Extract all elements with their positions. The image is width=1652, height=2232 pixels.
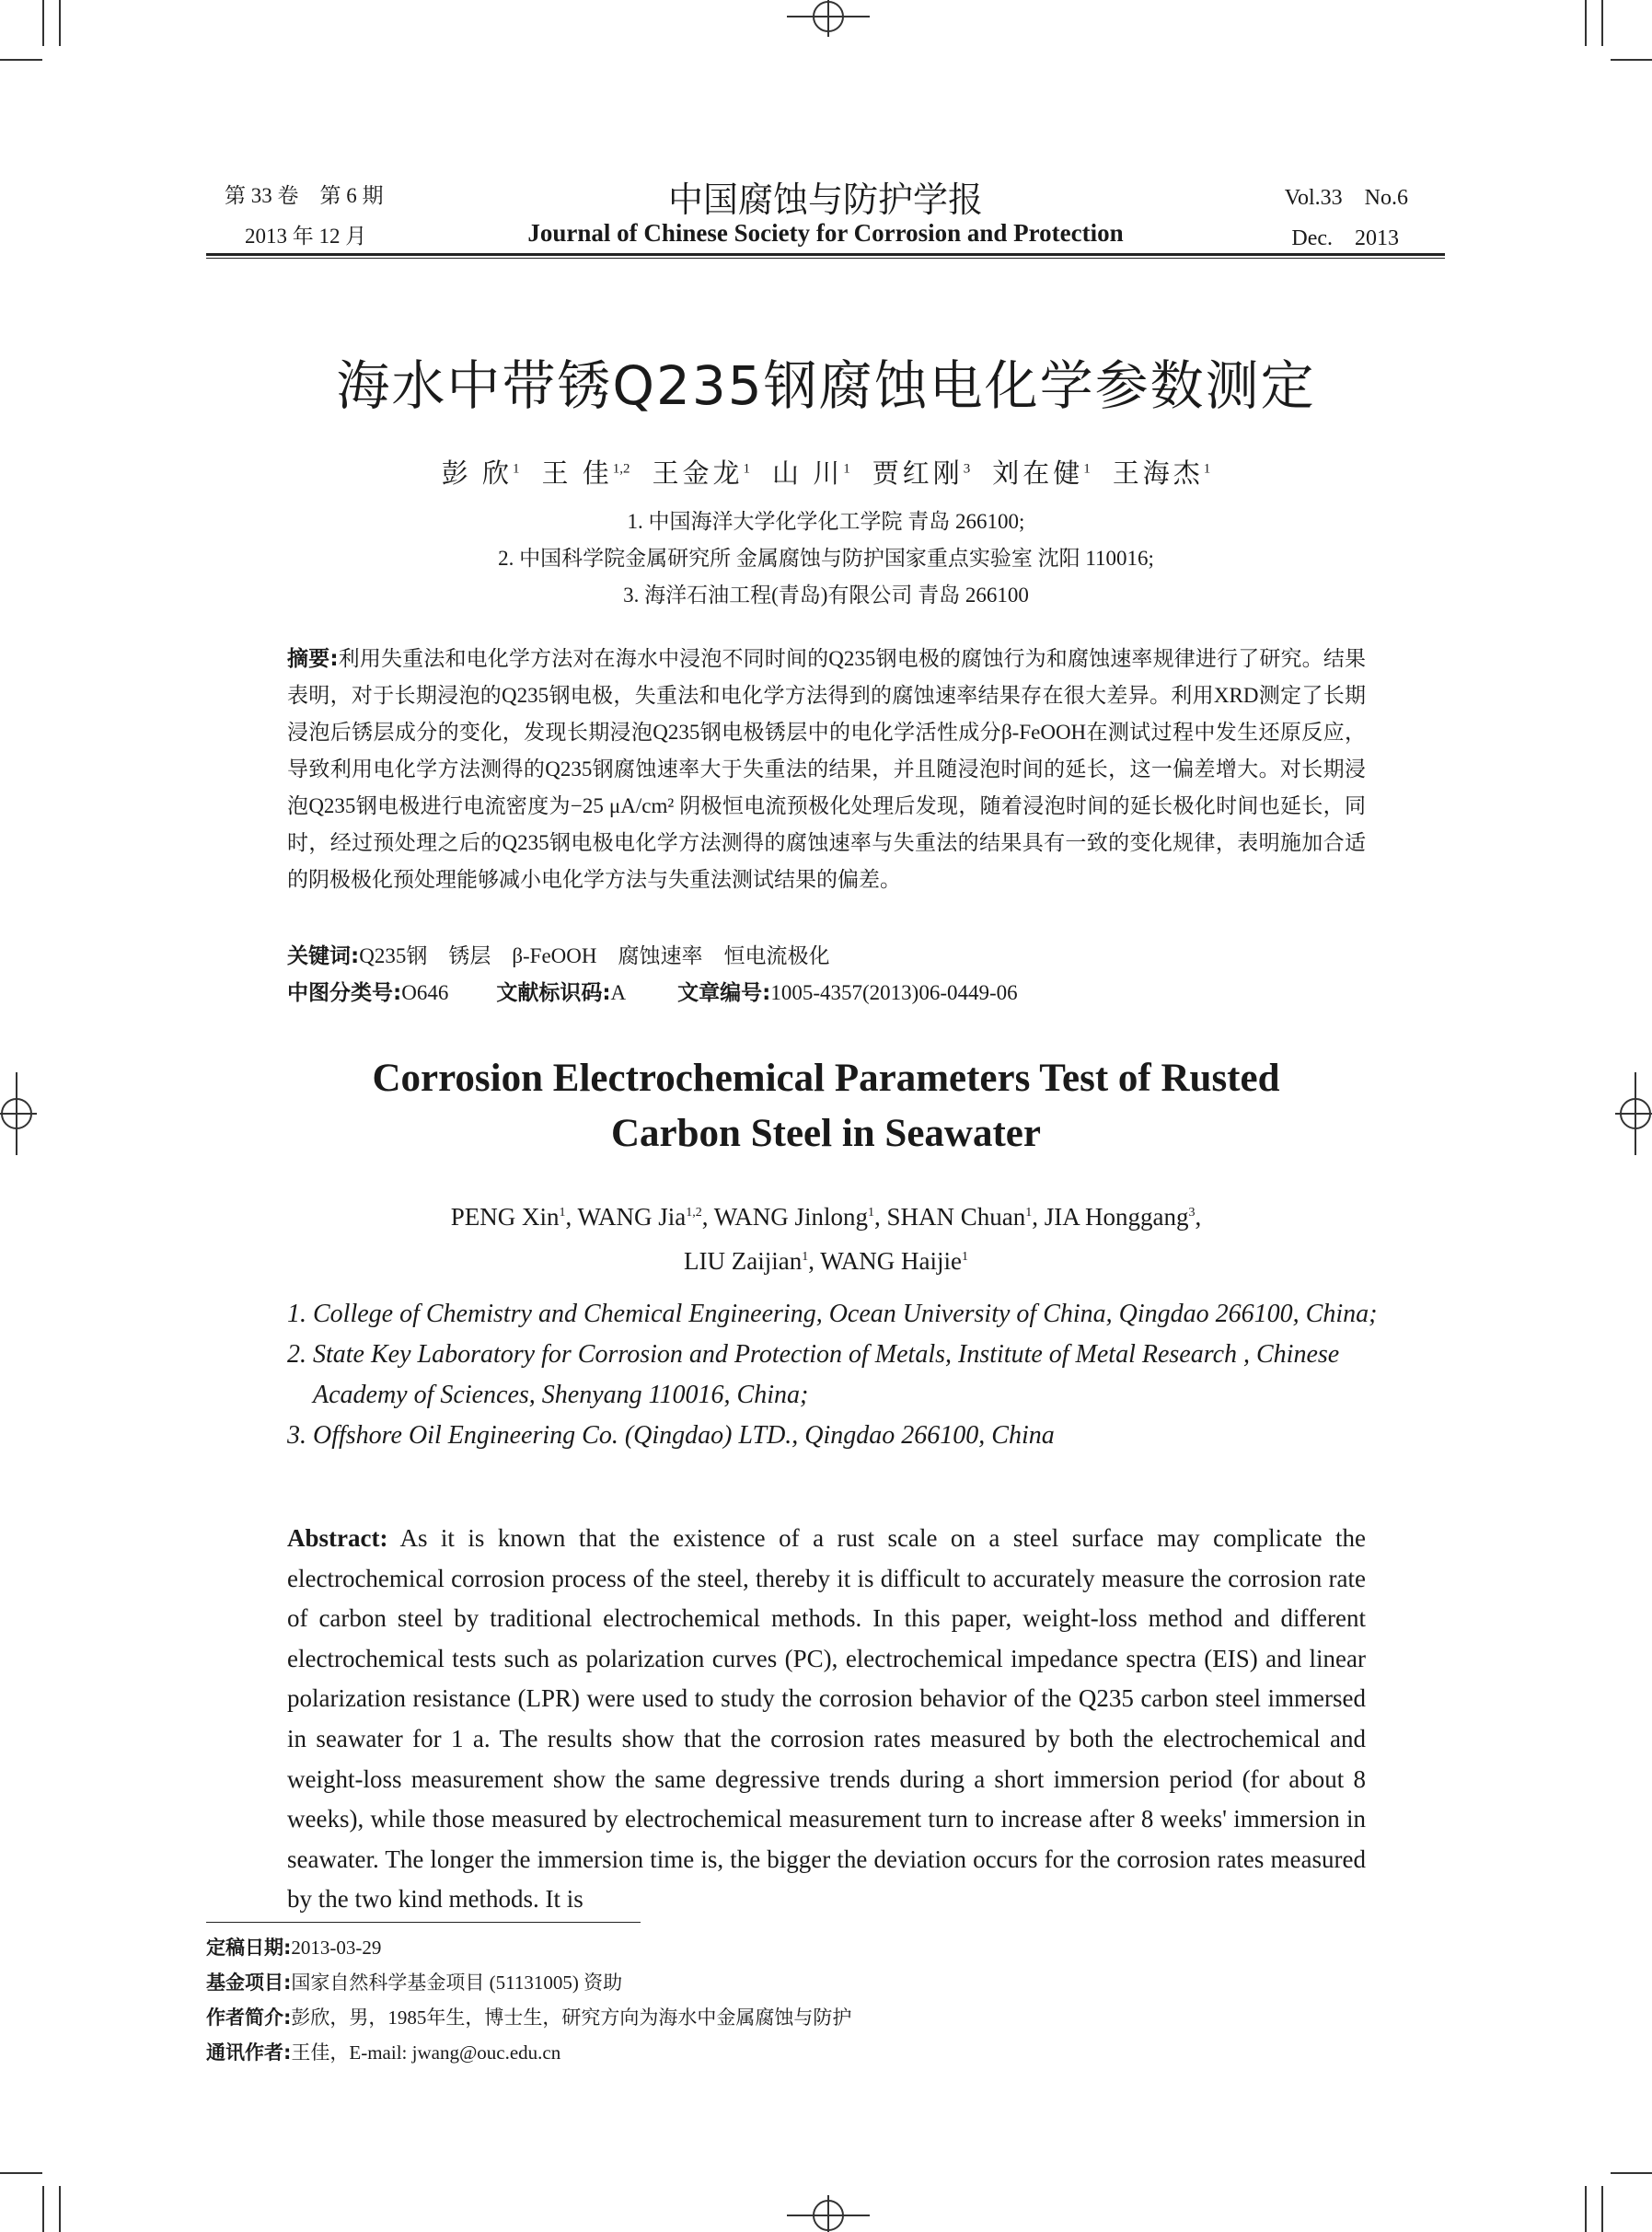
- header-rule-thin: [206, 258, 1445, 259]
- author-name: SHAN Chuan: [886, 1203, 1026, 1231]
- author-list-en: [0, 1193, 1652, 1281]
- author: [652, 459, 750, 489]
- affiliation-en-3: 3. Offshore Oil Engineering Co. (Qingdao) LTD., Qingdao 266100, China: [287, 1421, 1055, 1450]
- author-list-cn: [0, 453, 1652, 491]
- article-number-value: 1005-4357(2013)06-0449-06: [770, 981, 1018, 1004]
- article-number-label: 文章编号:: [677, 981, 771, 1005]
- author-name: 刘在健: [992, 459, 1084, 489]
- crop-mark-tr-v2: [1601, 0, 1603, 46]
- author-affiliation-sup: 1: [512, 461, 520, 477]
- footnote-author-bio: [206, 2003, 851, 2030]
- abstract-en: [287, 1519, 1366, 1920]
- author-name: PENG Xin: [450, 1203, 560, 1231]
- author: [772, 459, 850, 489]
- crop-mark-br-v2: [1601, 2186, 1603, 2232]
- author: [872, 459, 971, 489]
- footnote-corresponding-author: [206, 2038, 560, 2065]
- affiliation-cn-1: 1. 中国海洋大学化学化工学院 青岛 266100;: [627, 510, 1025, 533]
- author-affiliation-sup: 1: [802, 1250, 809, 1264]
- paper-title-en-line1: Corrosion Electrochemical Parameters Test of Rusted: [372, 1057, 1280, 1100]
- date-cn: 2013 年 12 月: [245, 225, 367, 248]
- date-en: Dec. 2013: [1291, 226, 1399, 250]
- author-separator: ,: [874, 1203, 887, 1231]
- crop-mark-br-v1: [1585, 2186, 1587, 2232]
- author-name: WANG Jia: [577, 1203, 687, 1231]
- header-rule-thick: [206, 253, 1445, 256]
- author-name: 王海杰: [1112, 459, 1204, 489]
- crop-mark-tl-v1: [42, 0, 44, 46]
- registration-mark-top: [787, 0, 870, 37]
- author-affiliation-sup: 1: [559, 1206, 566, 1220]
- paper-title-cn: 海水中带锈Q235钢腐蚀电化学参数测定: [336, 354, 1316, 417]
- doc-code-label: 文献标识码:: [496, 981, 611, 1005]
- affiliation-en-2: 2. State Key Laboratory for Corrosion and Protection of Metals, Institute of Metal Research , Chinese Academy of Sciences, Shenyang 110016, China;: [287, 1340, 1340, 1409]
- author: [1045, 1203, 1202, 1231]
- affiliation-en-1: 1. College of Chemistry and Chemical Engineering, Ocean University of China, Qingdao 266100, China;: [287, 1300, 1378, 1328]
- author-affiliation-sup: 1: [1203, 461, 1211, 477]
- crop-mark-tr-h: [1611, 59, 1652, 61]
- footnote-rule: [206, 1922, 641, 1923]
- footnote-label: 通讯作者:: [206, 2041, 292, 2064]
- author-affiliation-sup: 1,2: [686, 1206, 702, 1220]
- author-affiliation-sup: 1: [1025, 1206, 1033, 1220]
- author-affiliation-sup: 1: [1083, 461, 1091, 477]
- author: [820, 1247, 968, 1275]
- keywords-cn-text: Q235钢 锈层 β-FeOOH 腐蚀速率 恒电流极化: [359, 944, 830, 967]
- volume-issue-en: Vol.33 No.6: [1284, 186, 1408, 210]
- author-affiliation-sup: 1: [868, 1206, 874, 1220]
- clc-value: O646: [401, 981, 449, 1004]
- footnote-funding: [206, 1968, 622, 1995]
- classification-line: [287, 976, 1018, 1006]
- author-affiliation-sup: 1,2: [612, 461, 630, 477]
- author-separator: ,: [1032, 1203, 1045, 1231]
- crop-mark-br-h: [1611, 2172, 1652, 2174]
- author: [714, 1203, 887, 1231]
- author: [992, 459, 1091, 489]
- author: [442, 459, 520, 489]
- abstract-en-label: Abstract:: [287, 1524, 388, 1552]
- author-name: LIU Zaijian: [684, 1247, 803, 1275]
- abstract-en-text: As it is known that the existence of a rust scale on a steel surface may complicate the electrochemical corrosion process of the steel, thereby it is difficult to accurately measure the corrosion rate of carbon steel by traditional electrochemical methods. In this paper, weight-loss method and different electrochemical tests such as polarization curves (PC), electrochemical impedance spectra (EIS) and linear polarization resistance (LPR) were used to study the corrosion behavior of the Q235 carbon steel immersed in seawater for 1 a. The results show that the corrosion rates measured by both the electrochemical and weight-loss measurement show the same degressive trends during a short immersion period (for about 8 weeks), while those measured by electrochemical measurement turn to increase after 8 weeks' immersion in seawater. The longer the immersion time is, the bigger the deviation occurs for the corrosion rates measured by the two kind methods. It is: [287, 1524, 1367, 1914]
- author-name: 王 佳: [541, 459, 613, 489]
- paper-title-en-line2: Carbon Steel in Seawater: [611, 1112, 1041, 1155]
- footnote-text: 王佳，E-mail: jwang@ouc.edu.cn: [291, 2041, 561, 2064]
- footnote-text: 彭欣，男，1985年生，博士生，研究方向为海水中金属腐蚀与防护: [291, 2006, 852, 2029]
- author-name: WANG Haijie: [820, 1247, 962, 1275]
- author-name: 王金龙: [652, 459, 744, 489]
- journal-header: [206, 171, 1445, 263]
- paper-title-en: [0, 1051, 1652, 1162]
- crop-mark-tr-v1: [1585, 0, 1587, 46]
- author-name: WANG Jinlong: [713, 1203, 868, 1231]
- footnote-label: 定稿日期:: [206, 1937, 292, 1959]
- author-separator: ,: [1195, 1203, 1202, 1231]
- author: [684, 1247, 820, 1275]
- keywords-cn: [287, 939, 830, 969]
- author-separator: ,: [808, 1247, 821, 1275]
- author-name: 山 川: [771, 459, 844, 489]
- keywords-cn-label: 关键词:: [287, 944, 360, 968]
- footnote-text: 2013-03-29: [291, 1937, 382, 1959]
- crop-mark-bl-v1: [42, 2186, 44, 2232]
- journal-name-en: Journal of Chinese Society for Corrosion and Protection: [527, 219, 1124, 247]
- abstract-cn-text: 利用失重法和电化学方法对在海水中浸泡不同时间的Q235钢电极的腐蚀行为和腐蚀速率规律进行了研究。结果表明，对于长期浸泡的Q235钢电极，失重法和电化学方法得到的腐蚀速率结果存在很大差异。利用XRD测定了长期浸泡后锈层成分的变化，发现长期浸泡Q235钢电极锈层中的电化学活性成分β-FeOOH在测试过程中发生还原反应，导致利用电化学方法测得的Q235钢腐蚀速率大于失重法的结果，并且随浸泡时间的延长，这一偏差增大。对长期浸泡Q235钢电极进行电流密度为−25 μA/cm² 阴极恒电流预极化处理后发现，随着浸泡时间的延长极化时间也延长，同时，经过预处理之后的Q235钢电极电化学方法测得的腐蚀速率与失重法的结果具有一致的变化规律，表明施加合适的阴极极化预处理能够减小电化学方法与失重法测试结果的偏差。: [287, 647, 1366, 891]
- footnote-received-date: [206, 1933, 381, 1960]
- footnote-label: 基金项目:: [206, 1972, 292, 1994]
- clc-label: 中图分类号:: [287, 981, 402, 1005]
- footnote-label: 作者简介:: [206, 2006, 292, 2029]
- abstract-cn-label: 摘要:: [287, 647, 339, 671]
- journal-name-cn: 中国腐蚀与防护学报: [667, 179, 983, 220]
- author-affiliation-sup: 1: [843, 461, 850, 477]
- author: [451, 1203, 578, 1231]
- author-separator: ,: [701, 1203, 714, 1231]
- author-list-en-line1: [0, 1193, 1652, 1237]
- author-affiliation-sup: 3: [963, 461, 971, 477]
- affiliations-en: [287, 1294, 1382, 1456]
- volume-issue-cn: 第 33 卷 第 6 期: [225, 184, 384, 207]
- doc-code-value: A: [610, 981, 627, 1004]
- crop-mark-tl-h: [0, 59, 42, 61]
- author: [1113, 459, 1211, 489]
- author-list-en-line2: [0, 1237, 1652, 1281]
- abstract-cn: [287, 641, 1366, 898]
- crop-mark-bl-v2: [59, 2186, 61, 2232]
- author-name: JIA Honggang: [1044, 1203, 1189, 1231]
- author: [541, 459, 630, 489]
- footnote-text: 国家自然科学基金项目 (51131005) 资助: [291, 1972, 623, 1994]
- author-affiliation-sup: 3: [1188, 1206, 1196, 1220]
- author-affiliation-sup: 1: [961, 1250, 968, 1264]
- author: [887, 1203, 1045, 1231]
- registration-mark-bottom: [787, 2195, 870, 2232]
- affiliation-cn-2: 2. 中国科学院金属研究所 金属腐蚀与防护国家重点实验室 沈阳 110016;: [498, 547, 1154, 570]
- author: [578, 1203, 714, 1231]
- author-separator: ,: [565, 1203, 578, 1231]
- crop-mark-bl-h: [0, 2172, 42, 2174]
- author-name: 彭 欣: [441, 459, 513, 489]
- author-affiliation-sup: 1: [743, 461, 750, 477]
- crop-mark-tl-v2: [59, 0, 61, 46]
- affiliation-cn-3: 3. 海洋石油工程(青岛)有限公司 青岛 266100: [623, 584, 1029, 607]
- author-name: 贾红刚: [872, 459, 964, 489]
